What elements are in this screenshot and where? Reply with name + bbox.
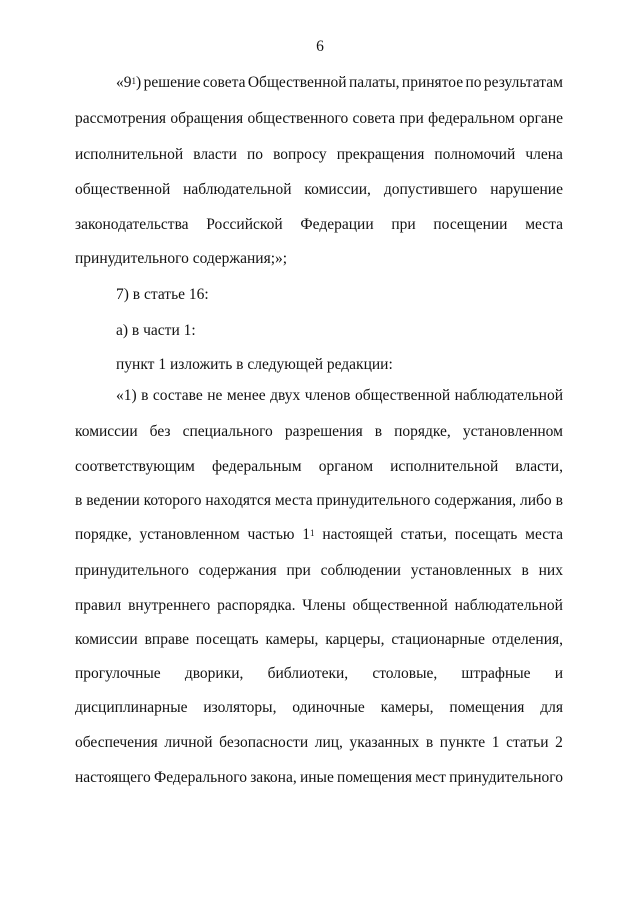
text-line: дисциплинарные изоляторы, одиночные камеры, помещения для xyxy=(75,699,563,716)
text-line: комиссии без специального разрешения в порядке, установленном xyxy=(75,423,563,440)
text-line: соответствующим федеральным органом исполнительной власти, xyxy=(75,458,563,475)
text-line: общественной наблюдательной комиссии, допустившего нарушение xyxy=(75,181,563,198)
text-line: правил внутреннего распорядка. Члены общественной наблюдательной xyxy=(75,597,563,614)
text-line: пункт 1 изложить в следующей редакции: xyxy=(116,356,393,373)
text-line: принудительного содержания;»; xyxy=(75,250,288,267)
text-line: в ведении которого находятся места принудительного содержания, либо в xyxy=(75,492,563,509)
text-line: 7) в статье 16: xyxy=(116,286,209,303)
text-line: рассмотрения обращения общественного совета при федеральном органе xyxy=(75,110,563,127)
text-line: а) в части 1: xyxy=(116,322,196,339)
text-line: «1) в составе не менее двух членов общественной наблюдательной xyxy=(116,387,563,404)
text-line: порядке, установленном частью $1^1$ настоящей статьи, посещать места xyxy=(75,526,563,543)
text-line: комиссии вправе посещать камеры, карцеры, стационарные отделения, xyxy=(75,631,563,648)
text-line: «$9^1$) решение совета Общественной палаты, принятое по результатам xyxy=(116,74,563,91)
text-line: обеспечения личной безопасности лиц, указанных в пункте 1 статьи 2 xyxy=(75,734,563,751)
page-number: 6 xyxy=(316,38,324,55)
text-line: принудительного содержания при соблюдении установленных в них xyxy=(75,562,563,579)
text-line: исполнительной власти по вопросу прекращения полномочий члена xyxy=(75,146,563,163)
text-line: законодательства Российской Федерации при посещении места xyxy=(75,216,563,233)
text-line: прогулочные дворики, библиотеки, столовые, штрафные и xyxy=(75,665,563,682)
text-line: настоящего Федерального закона, иные помещения мест принудительного xyxy=(75,769,563,786)
